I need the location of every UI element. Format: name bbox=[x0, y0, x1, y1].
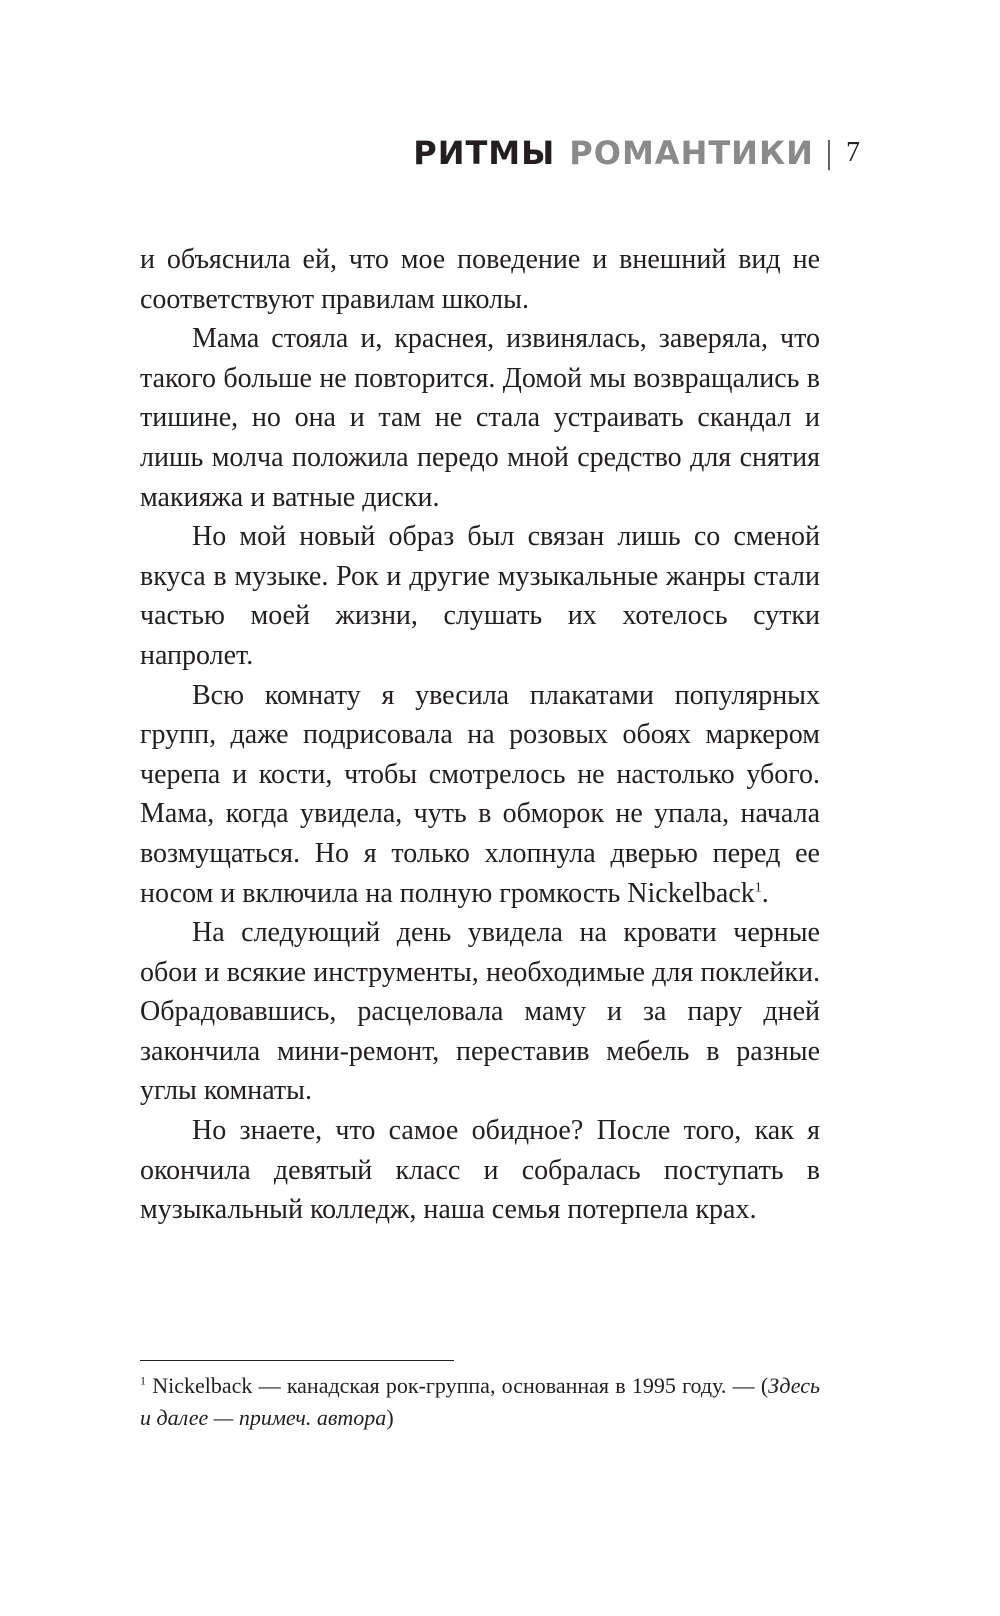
paragraph-4-text: Всю комнату я увесила плакатами популярных групп, даже подрисовала на розовых обоях маркером черепа и кости, чтобы смотрелось не настолько убого. Мама, когда увидела, чуть в обморок не упала, начала возмущаться. Но я только хлопнула дверью перед ее носом и включила на полную громкость Nickelback bbox=[140, 679, 820, 909]
paragraph-1: и объяснила ей, что мое поведение и внешний вид не соответствуют правилам школы. bbox=[140, 244, 820, 315]
header-separator: | bbox=[823, 135, 834, 171]
paragraph-4 bbox=[140, 676, 820, 914]
logo-word-rhythms: РИТМЫ bbox=[413, 134, 556, 172]
paragraph-2: Мама стояла и, краснея, извинялась, заверяла, что такого больше не повторится. Домой мы возвращались в тишине, но она и там не стала устраивать скандал и лишь молча положила передо мной средство для снятия макияжа и ватные диски. bbox=[140, 323, 820, 513]
footnote-italic-note: Здесь и далее — примеч. автора bbox=[140, 1373, 820, 1430]
footnote-close: ) bbox=[386, 1405, 394, 1430]
logo-word-romance: РОМАНТИКИ bbox=[569, 134, 814, 172]
paragraph-6: Но знаете, что самое обидное? После того, как я окончила девятый класс и собралась поступать в музыкальный колледж, наша семья потерпела крах. bbox=[140, 1115, 820, 1226]
running-header bbox=[413, 128, 860, 178]
paragraph-4-end: . bbox=[761, 877, 769, 909]
paragraph-3: Но мой новый образ был связан лишь со сменой вкуса в музыке. Рок и другие музыкальные жанры стали частью моей жизни, слушать их хотелось сутки напролет. bbox=[140, 521, 820, 671]
page-number: 7 bbox=[846, 137, 860, 168]
footnote-reference: 1 bbox=[754, 880, 762, 896]
footnote-divider bbox=[140, 1360, 454, 1361]
body-text bbox=[140, 240, 820, 1230]
footnote-text: Nickelback — канадская рок-группа, основанная в 1995 году. — ( bbox=[146, 1373, 769, 1398]
paragraph-5: На следующий день увидела на кровати черные обои и всякие инструменты, необходимые для поклейки. Обрадовавшись, расцеловала маму и за пару дней закончила мини-ремонт, переставив мебель в разные углы комнаты. bbox=[140, 917, 820, 1107]
book-title-logo bbox=[413, 134, 814, 172]
footnote bbox=[140, 1370, 820, 1434]
footnote-marker: 1 bbox=[140, 1373, 146, 1388]
